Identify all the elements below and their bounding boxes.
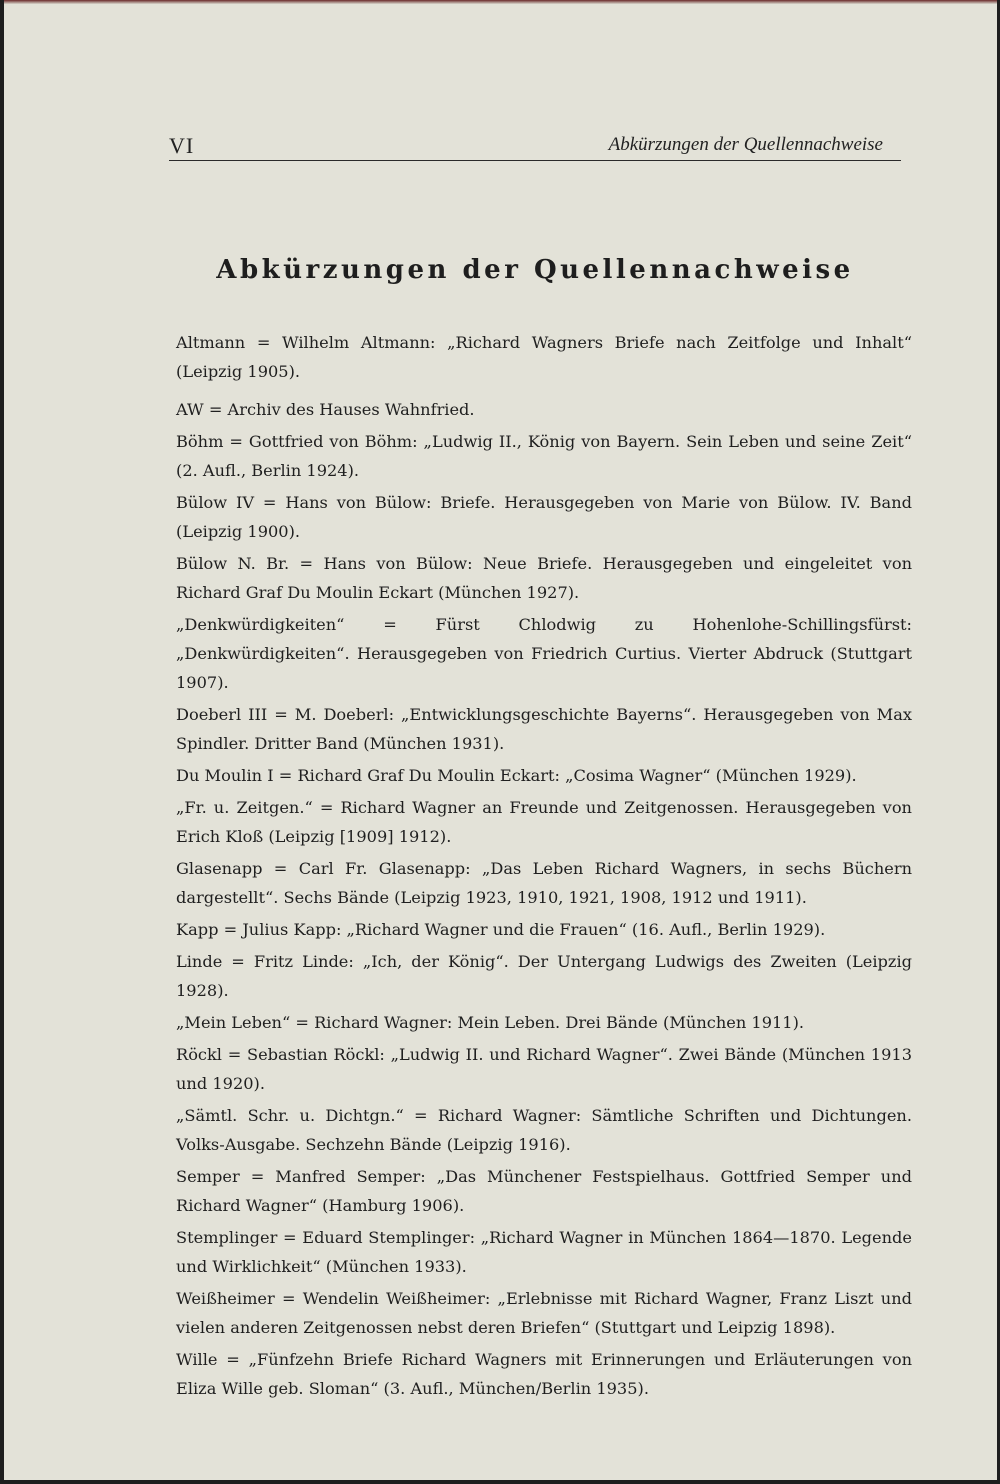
abbreviation-entry: Böhm = Gottfried von Böhm: „Ludwig II., König von Bayern. Sein Leben und seine Zeit“ (2. Aufl., Berlin 1924). — [176, 432, 912, 480]
running-head — [169, 130, 901, 161]
page-top-edge — [4, 0, 997, 4]
abbreviation-entry: Linde = Fritz Linde: „Ich, der König“. Der Untergang Ludwigs des Zweiten (Leipzig 1928). — [176, 952, 912, 1000]
abbreviation-entry: Weißheimer = Wendelin Weißheimer: „Erlebnisse mit Richard Wagner, Franz Liszt und vielen anderen Zeitgenossen nebst deren Briefen“ (Stuttgart und Leipzig 1898). — [176, 1289, 912, 1337]
abbreviation-list — [176, 328, 912, 1406]
abbreviation-entry: AW = Archiv des Hauses Wahnfried. — [176, 400, 475, 419]
abbreviation-entry: „Denkwürdigkeiten“ = Fürst Chlodwig zu Hohenlohe-Schillingsfürst: „Denkwürdigkeiten“. Herausgegeben von Friedrich Curtius. Vierter Abdruck (Stuttgart 1907). — [176, 615, 912, 692]
abbreviation-entry: Doeberl III = M. Doeberl: „Entwicklungsgeschichte Bayerns“. Herausgegeben von Max Spindler. Dritter Band (München 1931). — [176, 705, 912, 753]
abbreviation-entry: „Mein Leben“ = Richard Wagner: Mein Leben. Drei Bände (München 1911). — [176, 1013, 805, 1032]
abbreviation-entry: Bülow IV = Hans von Bülow: Briefe. Herausgegeben von Marie von Bülow. IV. Band (Leipzig 1900). — [176, 493, 912, 541]
abbreviation-entry: Glasenapp = Carl Fr. Glasenapp: „Das Leben Richard Wagners, in sechs Büchern dargestellt“. Sechs Bände (Leipzig 1923, 1910, 1921, 1908, 1912 und 1911). — [176, 859, 912, 907]
running-title: Abkürzungen der Quellennachweise — [608, 134, 883, 155]
abbreviation-entry: Kapp = Julius Kapp: „Richard Wagner und die Frauen“ (16. Aufl., Berlin 1929). — [176, 920, 826, 939]
abbreviation-entry: Altmann = Wilhelm Altmann: „Richard Wagners Briefe nach Zeitfolge und Inhalt“ (Leipzig 1905). — [176, 333, 912, 381]
abbreviation-entry: Röckl = Sebastian Röckl: „Ludwig II. und Richard Wagner“. Zwei Bände (München 1913 und 1920). — [176, 1045, 912, 1093]
section-heading: Abkürzungen der Quellennachweise — [216, 255, 854, 285]
abbreviation-entry: „Sämtl. Schr. u. Dichtgn.“ = Richard Wagner: Sämtliche Schriften und Dichtungen. Volks-Ausgabe. Sechzehn Bände (Leipzig 1916). — [176, 1106, 912, 1154]
abbreviation-entry: Du Moulin I = Richard Graf Du Moulin Eckart: „Cosima Wagner“ (München 1929). — [176, 766, 857, 785]
abbreviation-entry: „Fr. u. Zeitgen.“ = Richard Wagner an Freunde und Zeitgenossen. Herausgegeben von Erich Kloß (Leipzig [1909] 1912). — [176, 798, 912, 846]
abbreviation-entry: Semper = Manfred Semper: „Das Münchener Festspielhaus. Gottfried Semper und Richard Wagner“ (Hamburg 1906). — [176, 1167, 912, 1215]
abbreviation-entry: Bülow N. Br. = Hans von Bülow: Neue Briefe. Herausgegeben und eingeleitet von Richard Graf Du Moulin Eckart (München 1927). — [176, 554, 912, 602]
abbreviation-entry: Stemplinger = Eduard Stemplinger: „Richard Wagner in München 1864—1870. Legende und Wirklichkeit“ (München 1933). — [176, 1228, 912, 1276]
abbreviation-entry: Wille = „Fünfzehn Briefe Richard Wagners mit Erinnerungen und Erläuterungen von Eliza Wille geb. Sloman“ (3. Aufl., München/Berlin 1935). — [176, 1350, 912, 1398]
page-number: VI — [169, 133, 195, 158]
